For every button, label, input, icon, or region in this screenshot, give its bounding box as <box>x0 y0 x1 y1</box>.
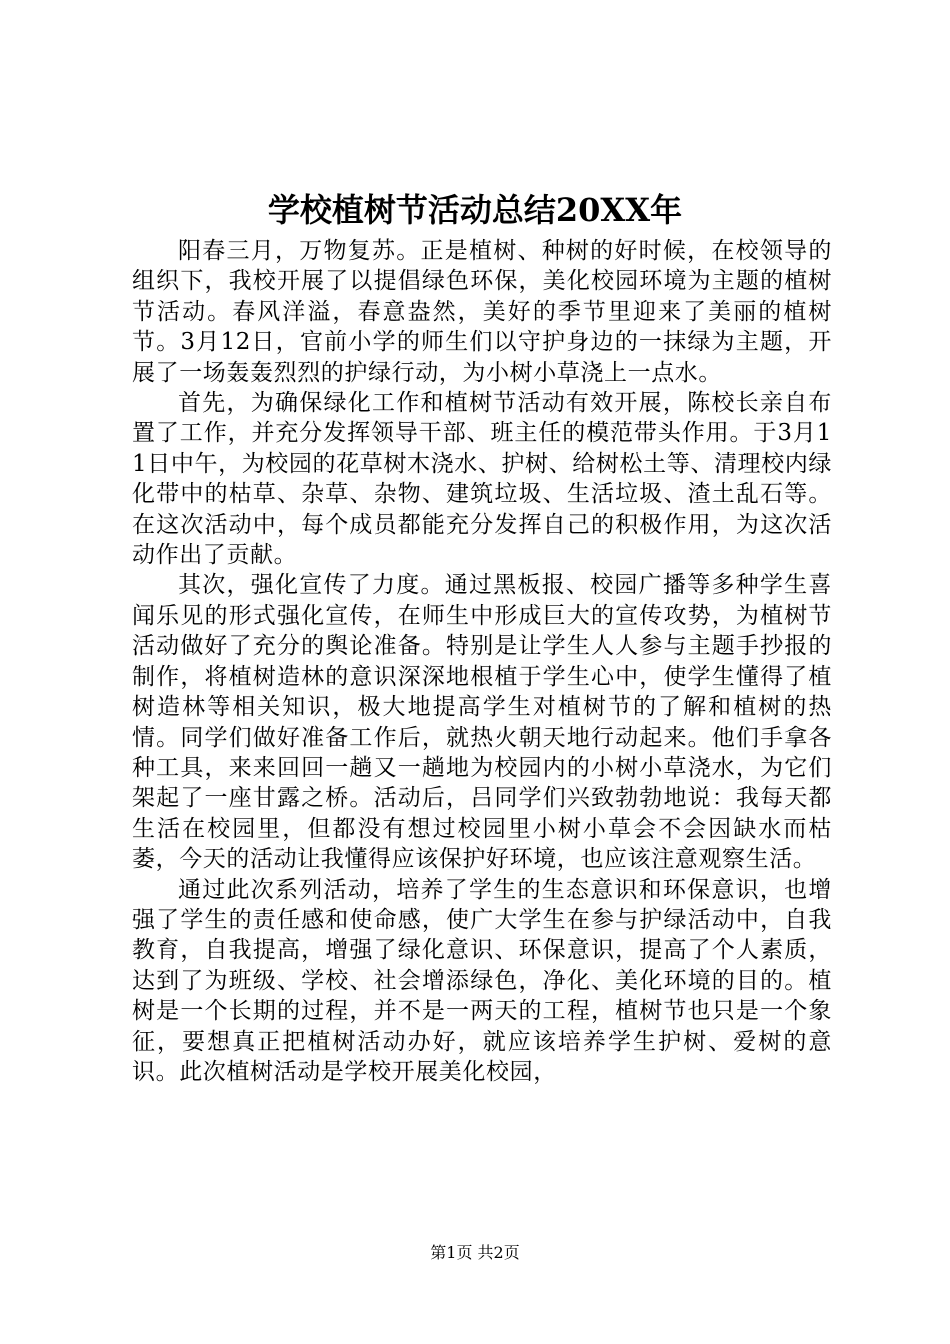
paragraph-3: 其次，强化宣传了力度。通过黑板报、校园广播等多种学生喜闻乐见的形式强化宣传，在师生中形成巨大的宣传攻势，为植树节活动做好了充分的舆论准备。特别是让学生人人参与主题手抄报的制作，将植树造林的意识深深地根植于学生心中，使学生懂得了植树造林等相关知识，极大地提高学生对植树节的了解和植树的热情。同学们做好准备工作后，就热火朝天地行动起来。他们手拿各种工具，来来回回一趟又一趟地为校园内的小树小草浇水，为它们架起了一座甘露之桥。活动后，吕同学们兴致勃勃地说：我每天都生活在校园里，但都没有想过校园里小树小草会不会因缺水而枯萎，今天的活动让我懂得应该保护好环境，也应该注意观察生活。 <box>132 572 832 873</box>
document-body <box>132 236 832 1087</box>
paragraph-4: 通过此次系列活动，培养了学生的生态意识和环保意识，也增强了学生的责任感和使命感，使广大学生在参与护绿活动中，自我教育，自我提高，增强了绿化意识、环保意识，提高了个人素质，达到了为班级、学校、社会增添绿色，净化、美化环境的目的。植树是一个长期的过程，并不是一两天的工程，植树节也只是一个象征，要想真正把植树活动办好，就应该培养学生护树、爱树的意识。此次植树活动是学校开展美化校园， <box>132 876 832 1085</box>
page-number-footer: 第1页 共2页 <box>430 1243 520 1262</box>
document-title: 学校植树节活动总结20XX年 <box>267 191 683 229</box>
paragraph-1: 阳春三月，万物复苏。正是植树、种树的好时候，在校领导的组织下，我校开展了以提倡绿色环保，美化校园环境为主题的植树节活动。春风洋溢，春意盎然，美好的季节里迎来了美丽的植树节。3月12日，官前小学的师生们以守护身边的一抹绿为主题，开展了一场轰轰烈烈的护绿行动，为小树小草浇上一点水。 <box>132 238 832 386</box>
paragraph-2: 首先，为确保绿化工作和植树节活动有效开展，陈校长亲自布置了工作，并充分发挥领导干部、班主任的模范带头作用。于3月11日中午，为校园的花草树木浇水、护树、给树松土等、清理校内绿化带中的枯草、杂草、杂物、建筑垃圾、生活垃圾、渣土乱石等。在这次活动中，每个成员都能充分发挥自己的积极作用，为这次活动作出了贡献。 <box>132 390 832 569</box>
